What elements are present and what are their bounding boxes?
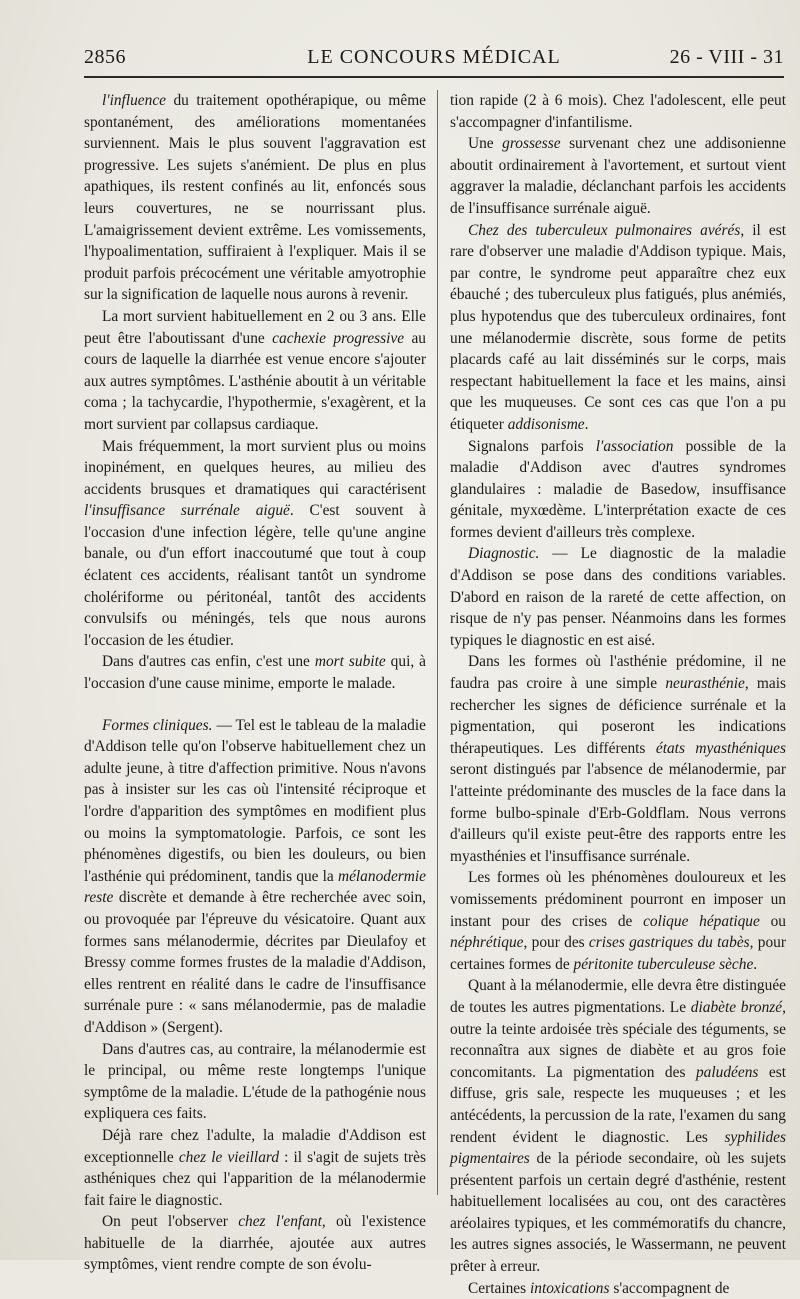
column-divider: [437, 90, 438, 1195]
italic-run: syphilides pigmentaires: [450, 1128, 786, 1168]
running-header: [84, 46, 784, 72]
text-run: possible de la maladie d'Addison avec d'autres syndromes glandulaires : maladie de Basedow, insuffisance génitale, myxœdème. L'interprétation exacte de ces formes devient d'ailleurs très complexe.: [450, 437, 786, 541]
text-run: — Le diagnostic de la maladie d'Addison se pose dans des conditions variables. D'abord en raison de la rareté de cette affection, on risque de n'y pas penser. Néanmoins dans les formes typiques le diagnostic en est aisé.: [450, 545, 786, 649]
paragraph: [84, 436, 426, 652]
issue-date: 26 - VIII - 31: [669, 46, 784, 68]
italic-run: l'insuffisance surrénale aiguë: [84, 502, 290, 520]
text-run: Les formes où les phénomènes douloureux et les vomissements prédominent pourront en imposer un instant pour des crises de: [450, 869, 786, 930]
italic-run: paludéens: [695, 1063, 759, 1081]
text-run: Quant à la mélanodermie, elle devra être distinguée de toutes les autres pigmentations. Le: [450, 977, 786, 1016]
paragraph: [450, 1278, 786, 1299]
text-run: , où l'existence habituelle de la diarrhée, ajoutée aux autres symptômes, vient rendre compte de son évolu-: [84, 1213, 426, 1274]
italic-run: l'influence: [102, 92, 166, 109]
text-run: Une: [468, 135, 503, 153]
paragraph: [450, 133, 786, 219]
paragraph: [450, 975, 786, 1277]
text-run: de la période secondaire, où les sujets présentent parfois un certain degré d'asthénie, restent habituellement localisées au cou, ont des caractères aréolaires typiques, et les commémoratifs du chancre, les autres signes associés, le Wassermann, ne peuvent prêter à erreur.: [450, 1150, 786, 1276]
text-run: Déjà rare chez l'adulte, la maladie d'Addison est exceptionnelle: [84, 1126, 426, 1166]
italic-run: neurasthénie: [665, 675, 745, 693]
paragraph: [450, 436, 786, 544]
paragraph: [84, 306, 426, 436]
paragraph: [84, 715, 426, 1039]
page-number: 2856: [84, 46, 126, 68]
text-run: . C'est souvent à l'occasion d'une infection légère, telle qu'une angine banale, ou d'un effort inaccoutumé que tout à coup éclatent ces accidents, réalisant tantôt un syndrome cholériforme ou péritonéal, tantôt des accidents convulsifs ou méningés, tels que nous aurons l'occasion de les étudier.: [84, 502, 426, 649]
text-run: s'accompagnent de: [609, 1279, 730, 1297]
text-run: , pour des: [523, 934, 589, 952]
text-run: qui, à l'occasion d'une cause minime, emporte le malade.: [84, 653, 427, 693]
text-run: Dans d'autres cas, au contraire, la mélanodermie est le principal, ou même reste longtemps l'unique symptôme de la maladie. L'étude de la pathogénie nous expliquera ces faits.: [84, 1040, 426, 1123]
left-column: [84, 90, 426, 1276]
italic-run: addisonisme: [507, 415, 585, 433]
italic-run: intoxications: [529, 1279, 610, 1297]
journal-title: LE CONCOURS MÉDICAL: [307, 46, 561, 68]
italic-run: Chez des tuberculeux pulmonaires avérés: [468, 221, 741, 239]
text-run: Signalons parfois: [468, 437, 596, 455]
italic-run: Formes cliniques.: [102, 716, 213, 734]
text-run: est diffuse, gris sale, respecte les muqueuses ; et les antécédents, la percussion de la rate, l'examen du sang rendent évident le diagnostic. Les: [450, 1063, 786, 1146]
paragraph: [450, 867, 786, 975]
text-run: Dans les formes où l'asthénie prédomine, il ne faudra pas croire à une simple: [450, 653, 786, 693]
text-run: au cours de laquelle la diarrhée est venue encore s'ajouter aux autres symptômes. L'asthénie aboutit à un véritable coma ; la tachycardie, l'hypothermie, s'exagèrent, et la mort survient par collapsus cardiaque.: [84, 329, 427, 433]
italic-run: péritonite tuberculeuse sèche: [573, 955, 754, 973]
paragraph: [450, 90, 786, 133]
text-run: Mais fréquemment, la mort survient plus ou moins inopinément, en quelques heures, au milieu des accidents brusques et dramatiques qui caractérisent: [84, 437, 426, 498]
italic-run: chez le vieillard: [178, 1148, 280, 1166]
header-rule: [84, 76, 784, 78]
italic-run: néphrétique: [450, 934, 524, 952]
text-run: On peut l'observer: [102, 1213, 239, 1231]
text-run: — Tel est le tableau de la maladie d'Addison telle qu'on l'observe habituellement chez un adulte jeune, à titre d'affection primitive. Nous n'avons pas à insister sur les cas où l'intensité réciproque et l'ordre d'apparition des symptômes en modifient plus ou moins la symptomatologie. Parfois, ce sont les phénomènes digestifs, ou bien les douleurs, ou bien l'asthénie qui prédominent, tandis que la: [84, 716, 426, 885]
paragraph: [84, 90, 426, 306]
text-run: .: [584, 415, 589, 433]
italic-run: diabète bronzé: [690, 998, 783, 1016]
italic-run: l'association: [595, 437, 674, 455]
text-run: .: [753, 955, 758, 973]
paragraph: [84, 651, 426, 694]
text-run: , pour certaines formes de: [450, 934, 786, 973]
text-run: , il est rare d'observer une maladie d'Addison typique. Mais, par contre, le syndrome peut apparaître chez eux ébauché ; des tuberculeux plus fatigués, plus anémiés, plus hypotendus que des tuberculeux ordinaires, font une mélanodermie discrète, sous forme de petits placards café au lait disséminés sur le corps, mais respectant habituellement la face et les mains, ainsi que les muqueuses. Ce sont ces cas que l'on a pu étiqueter: [450, 221, 786, 433]
text-run: discrète et demande à être recherchée avec soin, ou provoquée par l'épreuve du vésicatoire. Quant aux formes sans mélanodermie, décrites par Dieulafoy et Bressy comme formes frustes de la maladie d'Addison, elles rentrent en réalité dans le cadre de l'insuffisance surrénale pure : « sans mélanodermie, pas de maladie d'Addison » (Sergent).: [84, 889, 426, 1036]
italic-run: grossesse: [502, 135, 561, 153]
italic-run: états myasthéniques: [655, 739, 786, 757]
italic-run: Diagnostic.: [468, 545, 540, 563]
text-run: Dans d'autres cas enfin, c'est une: [102, 653, 315, 671]
italic-run: mélanodermie reste: [84, 867, 426, 907]
italic-run: crises gastriques du tabès: [588, 934, 750, 952]
text-run: seront distingués par l'absence de mélanodermie, par l'atteinte prédominante des muscles de la face dans la forme bulbo-spinale d'Erb-Goldflam. Nous verrons d'ailleurs qu'il existe peut-être des rapports entre les myasthénies et l'insuffisance surrénale.: [450, 761, 786, 865]
paragraph: [84, 1039, 426, 1125]
text-run: : il s'agit de sujets très asthéniques chez qui l'apparition de la mélanodermie fait faire le diagnostic.: [84, 1148, 426, 1209]
italic-run: cachexie progressive: [272, 329, 405, 347]
italic-run: colique hépatique: [643, 912, 760, 930]
text-run: La mort survient habituellement en 2 ou 3 ans. Elle peut être l'aboutissant d'une: [84, 307, 426, 347]
text-run: , mais rechercher les signes de déficience surrénale et la pigmentation, qui poseront les indications thérapeutiques. Les différents: [450, 675, 786, 757]
right-column: [450, 90, 786, 1299]
paragraph: [84, 1125, 426, 1211]
paragraph: [450, 543, 786, 651]
paragraph: [450, 651, 786, 867]
text-run: tion rapide (2 à 6 mois). Chez l'adolescent, elle peut s'accompagner d'infantilisme.: [450, 92, 786, 131]
italic-run: mort subite: [314, 653, 386, 671]
paragraph: [84, 1211, 426, 1276]
text-run: , outre la teinte ardoisée très spéciale des téguments, se reconnaîtra aux signes de diabète et au gros foie concomitants. La pigmentation des: [450, 998, 786, 1081]
italic-run: chez l'enfant: [238, 1213, 322, 1231]
paragraph: [450, 220, 786, 436]
text-run: survenant chez une addisonienne aboutit ordinairement à l'avortement, et surtout vient aggraver la maladie, déclanchant parfois les accidents de l'insuffisance surrénale aiguë.: [450, 135, 786, 217]
text-run: Certaines: [468, 1279, 530, 1297]
text-run: du traitement opothérapique, ou même spontanément, des améliorations momentanées surviennent. Mais le plus souvent l'aggravation est progressive. Les sujets s'anémient. De plus en plus apathiques, ils restent confinés au lit, enfoncés sous leurs couvertures, ne se nourrissant plus. L'amaigrissement devient extrême. Les vomissements, l'hypoalimentation, suffiraient à l'expliquer. Mais il se produit parfois précocément une véritable amyotrophie sur la signification de laquelle nous aurons à revenir.: [84, 92, 426, 304]
text-run: ou: [759, 912, 786, 930]
